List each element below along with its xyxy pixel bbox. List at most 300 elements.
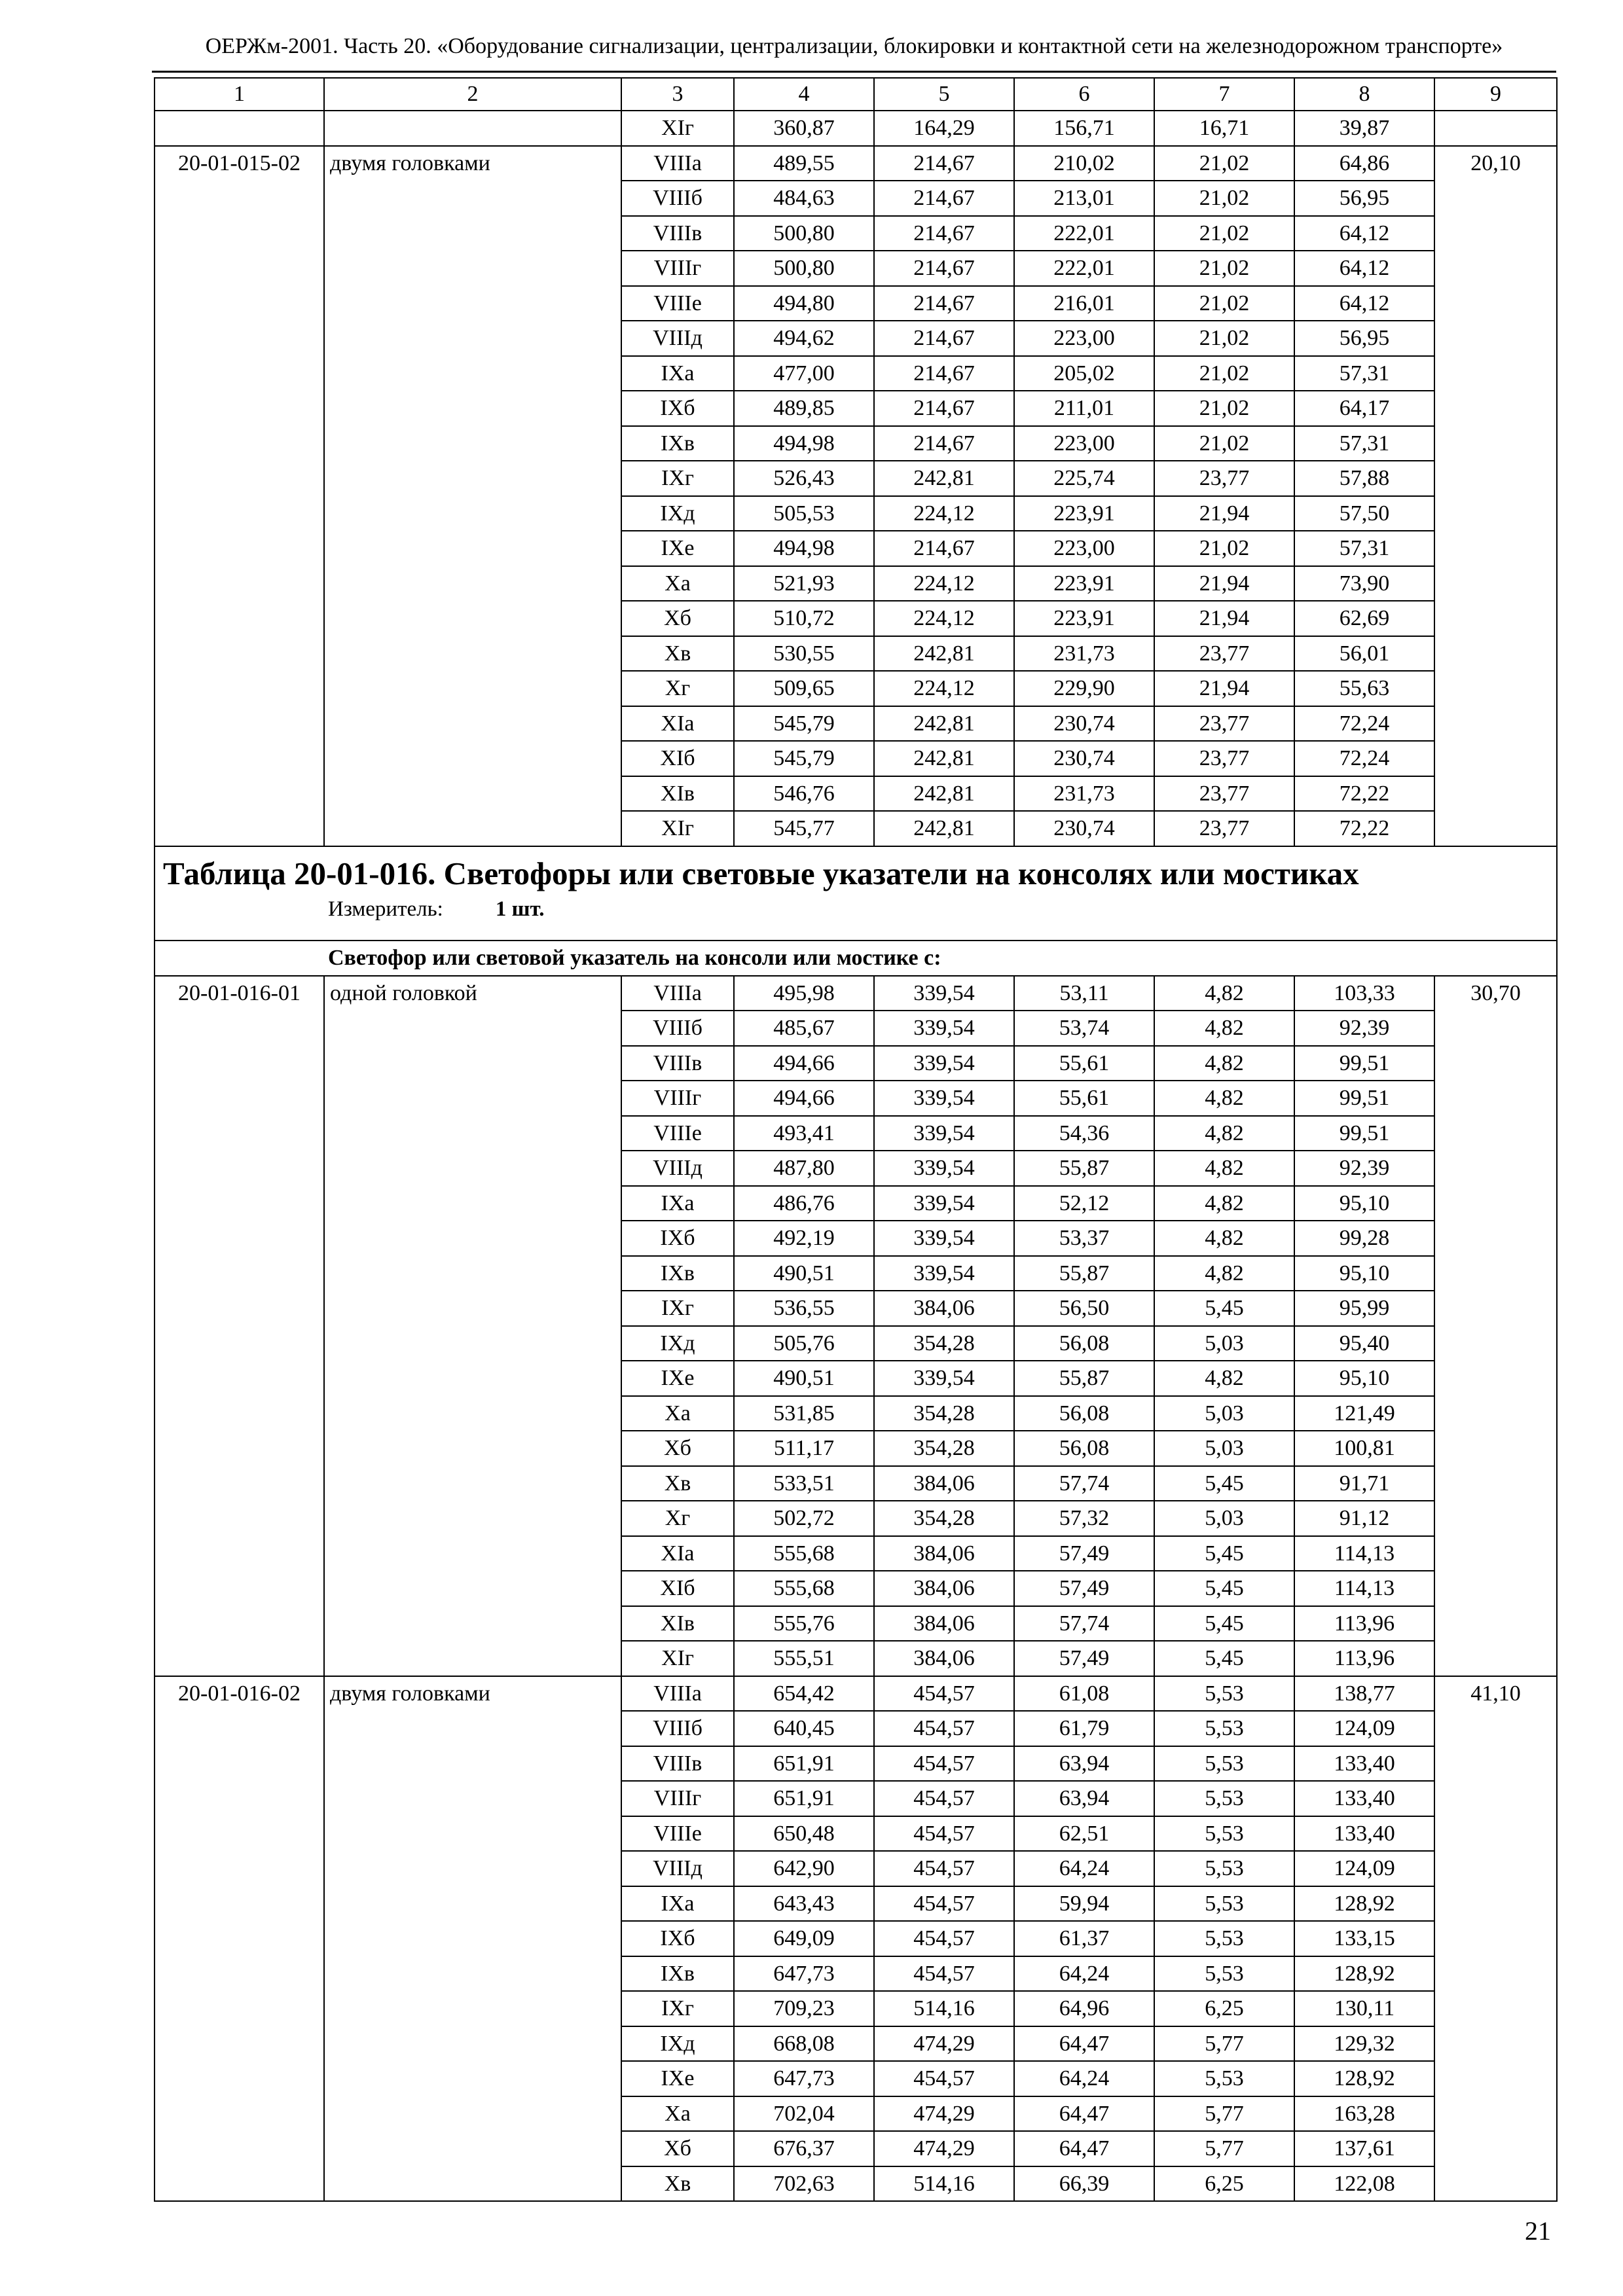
labor-cost [1434,111,1557,146]
materials-cost: 99,51 [1294,1046,1434,1081]
materials-cost: 133,40 [1294,1746,1434,1782]
wages: 214,67 [874,426,1014,461]
machines-cost: 64,47 [1014,2096,1154,2132]
total-cost: 555,51 [734,1641,874,1676]
machinists-wages: 23,77 [1154,776,1294,812]
resource-class: IXа [621,356,734,391]
wages: 384,06 [874,1571,1014,1606]
code-cell [155,111,324,146]
wages: 354,28 [874,1431,1014,1466]
total-cost: 487,80 [734,1151,874,1186]
materials-cost: 103,33 [1294,976,1434,1011]
rate-name: двумя головками [324,146,621,846]
machines-cost: 56,08 [1014,1396,1154,1431]
wages: 474,29 [874,2096,1014,2132]
machines-cost: 231,73 [1014,776,1154,812]
machines-cost: 230,74 [1014,811,1154,846]
resource-class: Xг [621,671,734,706]
column-number-3: 3 [621,78,734,111]
materials-cost: 95,40 [1294,1326,1434,1361]
machines-cost: 55,61 [1014,1081,1154,1116]
materials-cost: 163,28 [1294,2096,1434,2132]
machinists-wages: 23,77 [1154,636,1294,672]
machinists-wages: 5,45 [1154,1466,1294,1501]
materials-cost: 64,17 [1294,391,1434,426]
wages: 454,57 [874,1816,1014,1852]
machinists-wages: 5,53 [1154,1816,1294,1852]
materials-cost: 57,31 [1294,426,1434,461]
wages: 384,06 [874,1291,1014,1326]
materials-cost: 95,99 [1294,1291,1434,1326]
machinists-wages: 5,03 [1154,1326,1294,1361]
wages: 384,06 [874,1641,1014,1676]
column-number-1: 1 [155,78,324,111]
total-cost: 651,91 [734,1746,874,1782]
machinists-wages: 21,02 [1154,251,1294,286]
total-cost: 490,51 [734,1256,874,1291]
total-cost: 489,55 [734,146,874,181]
column-number-2: 2 [324,78,621,111]
wages: 242,81 [874,776,1014,812]
resource-class: Xв [621,1466,734,1501]
wages: 242,81 [874,461,1014,496]
resource-class: XIг [621,1641,734,1676]
page-number: 21 [1525,2216,1551,2246]
machines-cost: 61,37 [1014,1921,1154,1956]
resource-class: Xг [621,1501,734,1536]
machinists-wages: 5,45 [1154,1291,1294,1326]
machinists-wages: 4,82 [1154,976,1294,1011]
table-body [155,78,1557,2201]
machinists-wages: 23,77 [1154,706,1294,742]
machines-cost: 57,74 [1014,1606,1154,1641]
machines-cost: 64,96 [1014,1991,1154,2026]
materials-cost: 57,31 [1294,356,1434,391]
wages: 242,81 [874,811,1014,846]
resource-class: IXб [621,1921,734,1956]
machines-cost: 55,87 [1014,1361,1154,1396]
materials-cost: 57,50 [1294,496,1434,531]
total-cost: 494,62 [734,321,874,356]
machines-cost: 229,90 [1014,671,1154,706]
wages: 384,06 [874,1536,1014,1571]
materials-cost: 129,32 [1294,2026,1434,2062]
wages: 354,28 [874,1396,1014,1431]
materials-cost: 57,31 [1294,531,1434,566]
materials-cost: 39,87 [1294,111,1434,146]
rate-code: 20-01-016-02 [155,1676,324,2202]
machinists-wages: 5,03 [1154,1396,1294,1431]
resource-class: VIIIа [621,976,734,1011]
machinists-wages: 4,82 [1154,1186,1294,1221]
machinists-wages: 5,45 [1154,1606,1294,1641]
total-cost: 531,85 [734,1396,874,1431]
table-caption [155,846,1557,941]
total-cost: 555,68 [734,1536,874,1571]
subheading: Светофор или световой указатель на консоли или мостике с: [155,941,1557,976]
wages: 384,06 [874,1606,1014,1641]
resource-class: VIIIе [621,1816,734,1852]
table-row [155,111,1557,146]
wages: 454,57 [874,1711,1014,1746]
machines-cost: 63,94 [1014,1746,1154,1782]
resource-class: VIIIб [621,1011,734,1046]
total-cost: 668,08 [734,2026,874,2062]
resource-class: Xб [621,2131,734,2166]
wages: 339,54 [874,1116,1014,1151]
materials-cost: 128,92 [1294,2061,1434,2096]
materials-cost: 57,88 [1294,461,1434,496]
machinists-wages: 5,53 [1154,1921,1294,1956]
materials-cost: 91,12 [1294,1501,1434,1536]
wages: 224,12 [874,601,1014,636]
machines-cost: 223,00 [1014,321,1154,356]
total-cost: 492,19 [734,1221,874,1256]
total-cost: 533,51 [734,1466,874,1501]
materials-cost: 124,09 [1294,1711,1434,1746]
materials-cost: 64,12 [1294,251,1434,286]
resource-class: IXб [621,1221,734,1256]
machines-cost: 156,71 [1014,111,1154,146]
machines-cost: 53,11 [1014,976,1154,1011]
wages: 339,54 [874,1361,1014,1396]
resource-class: IXа [621,1186,734,1221]
measure-line [328,897,1556,922]
wages: 214,67 [874,251,1014,286]
wages: 242,81 [874,706,1014,742]
machinists-wages: 21,02 [1154,321,1294,356]
machines-cost: 230,74 [1014,706,1154,742]
machinists-wages: 5,53 [1154,1956,1294,1992]
resource-class: XIг [621,811,734,846]
machinists-wages: 4,82 [1154,1256,1294,1291]
total-cost: 555,76 [734,1606,874,1641]
machinists-wages: 5,77 [1154,2131,1294,2166]
materials-cost: 92,39 [1294,1151,1434,1186]
wages: 339,54 [874,1221,1014,1256]
subheading-row [155,941,1557,976]
wages: 339,54 [874,1046,1014,1081]
materials-cost: 64,86 [1294,146,1434,181]
wages: 339,54 [874,1186,1014,1221]
materials-cost: 138,77 [1294,1676,1434,1712]
resource-class: IXд [621,2026,734,2062]
resource-class: Xа [621,566,734,601]
wages: 214,67 [874,356,1014,391]
machines-cost: 213,01 [1014,181,1154,216]
resource-class: IXг [621,1291,734,1326]
total-cost: 536,55 [734,1291,874,1326]
rate-code: 20-01-015-02 [155,146,324,846]
total-cost: 477,00 [734,356,874,391]
materials-cost: 72,22 [1294,811,1434,846]
machinists-wages: 4,82 [1154,1081,1294,1116]
materials-cost: 56,95 [1294,181,1434,216]
machines-cost: 222,01 [1014,251,1154,286]
machinists-wages: 23,77 [1154,741,1294,776]
wages: 514,16 [874,2166,1014,2202]
column-number-7: 7 [1154,78,1294,111]
rates-table-wrapper [154,77,1556,2202]
materials-cost: 73,90 [1294,566,1434,601]
machines-cost: 66,39 [1014,2166,1154,2202]
wages: 339,54 [874,1011,1014,1046]
total-cost: 709,23 [734,1991,874,2026]
labor-cost: 41,10 [1434,1676,1557,2202]
wages: 214,67 [874,286,1014,321]
total-cost: 643,43 [734,1886,874,1922]
wages: 454,57 [874,1746,1014,1782]
wages: 384,06 [874,1466,1014,1501]
materials-cost: 114,13 [1294,1571,1434,1606]
materials-cost: 137,61 [1294,2131,1434,2166]
column-number-9: 9 [1434,78,1557,111]
rate-name: двумя головками [324,1676,621,2202]
resource-class: IXв [621,426,734,461]
table-row [155,976,1557,1011]
wages: 354,28 [874,1501,1014,1536]
machinists-wages: 5,53 [1154,2061,1294,2096]
total-cost: 500,80 [734,251,874,286]
resource-class: VIIIг [621,251,734,286]
total-cost: 489,85 [734,391,874,426]
total-cost: 650,48 [734,1816,874,1852]
machines-cost: 54,36 [1014,1116,1154,1151]
total-cost: 485,67 [734,1011,874,1046]
materials-cost: 99,51 [1294,1081,1434,1116]
total-cost: 502,72 [734,1501,874,1536]
total-cost: 505,53 [734,496,874,531]
materials-cost: 124,09 [1294,1851,1434,1886]
materials-cost: 121,49 [1294,1396,1434,1431]
machinists-wages: 21,02 [1154,181,1294,216]
machines-cost: 56,08 [1014,1431,1154,1466]
materials-cost: 130,11 [1294,1991,1434,2026]
materials-cost: 72,24 [1294,741,1434,776]
machinists-wages: 21,02 [1154,286,1294,321]
machines-cost: 56,50 [1014,1291,1154,1326]
machines-cost: 62,51 [1014,1816,1154,1852]
materials-cost: 99,28 [1294,1221,1434,1256]
machinists-wages: 21,02 [1154,531,1294,566]
total-cost: 649,09 [734,1921,874,1956]
machinists-wages: 23,77 [1154,811,1294,846]
wages: 454,57 [874,1921,1014,1956]
machinists-wages: 4,82 [1154,1046,1294,1081]
total-cost: 651,91 [734,1781,874,1816]
total-cost: 546,76 [734,776,874,812]
wages: 339,54 [874,1151,1014,1186]
machinists-wages: 21,02 [1154,216,1294,251]
total-cost: 642,90 [734,1851,874,1886]
machinists-wages: 5,53 [1154,1851,1294,1886]
machinists-wages: 16,71 [1154,111,1294,146]
machines-cost: 55,87 [1014,1256,1154,1291]
resource-class: IXв [621,1256,734,1291]
machines-cost: 231,73 [1014,636,1154,672]
column-number-6: 6 [1014,78,1154,111]
machinists-wages: 5,45 [1154,1641,1294,1676]
machines-cost: 53,74 [1014,1011,1154,1046]
wages: 454,57 [874,1956,1014,1992]
machinists-wages: 4,82 [1154,1116,1294,1151]
materials-cost: 62,69 [1294,601,1434,636]
materials-cost: 99,51 [1294,1116,1434,1151]
machinists-wages: 6,25 [1154,2166,1294,2202]
machines-cost: 59,94 [1014,1886,1154,1922]
wages: 224,12 [874,671,1014,706]
machinists-wages: 4,82 [1154,1361,1294,1396]
wages: 514,16 [874,1991,1014,2026]
wages: 242,81 [874,741,1014,776]
machines-cost: 210,02 [1014,146,1154,181]
machines-cost: 64,47 [1014,2026,1154,2062]
machines-cost: 57,49 [1014,1536,1154,1571]
total-cost: 510,72 [734,601,874,636]
resource-class: IXб [621,391,734,426]
machinists-wages: 21,94 [1154,496,1294,531]
resource-class: VIIIб [621,1711,734,1746]
resource-class: XIг [621,111,734,146]
wages: 214,67 [874,321,1014,356]
machines-cost: 63,94 [1014,1781,1154,1816]
total-cost: 702,04 [734,2096,874,2132]
resource-class: XIв [621,1606,734,1641]
machines-cost: 53,37 [1014,1221,1154,1256]
materials-cost: 95,10 [1294,1361,1434,1396]
column-number-row [155,78,1557,111]
resource-class: VIIIа [621,1676,734,1712]
wages: 214,67 [874,181,1014,216]
machines-cost: 223,91 [1014,566,1154,601]
resource-class: Xв [621,2166,734,2202]
resource-class: IXв [621,1956,734,1992]
total-cost: 545,77 [734,811,874,846]
machines-cost: 64,47 [1014,2131,1154,2166]
machinists-wages: 23,77 [1154,461,1294,496]
resource-class: VIIIг [621,1081,734,1116]
resource-class: VIIIб [621,181,734,216]
resource-class: VIIIд [621,1151,734,1186]
total-cost: 490,51 [734,1361,874,1396]
materials-cost: 92,39 [1294,1011,1434,1046]
table-row [155,146,1557,181]
total-cost: 495,98 [734,976,874,1011]
machinists-wages: 21,02 [1154,391,1294,426]
materials-cost: 72,24 [1294,706,1434,742]
resource-class: IXд [621,1326,734,1361]
wages: 339,54 [874,1081,1014,1116]
materials-cost: 64,12 [1294,216,1434,251]
wages: 339,54 [874,1256,1014,1291]
table-row [155,1676,1557,1712]
wages: 224,12 [874,566,1014,601]
machinists-wages: 5,53 [1154,1711,1294,1746]
resource-class: VIIIе [621,1116,734,1151]
resource-class: Xв [621,636,734,672]
resource-class: XIа [621,1536,734,1571]
total-cost: 526,43 [734,461,874,496]
total-cost: 494,98 [734,531,874,566]
materials-cost: 122,08 [1294,2166,1434,2202]
materials-cost: 95,10 [1294,1256,1434,1291]
resource-class: Xа [621,2096,734,2132]
resource-class: Xа [621,1396,734,1431]
machines-cost: 61,08 [1014,1676,1154,1712]
materials-cost: 114,13 [1294,1536,1434,1571]
machines-cost: 55,87 [1014,1151,1154,1186]
machinists-wages: 4,82 [1154,1221,1294,1256]
materials-cost: 72,22 [1294,776,1434,812]
total-cost: 494,66 [734,1081,874,1116]
total-cost: 484,63 [734,181,874,216]
wages: 454,57 [874,1781,1014,1816]
materials-cost: 91,71 [1294,1466,1434,1501]
machines-cost: 223,00 [1014,531,1154,566]
total-cost: 676,37 [734,2131,874,2166]
total-cost: 500,80 [734,216,874,251]
name-cell [324,111,621,146]
materials-cost: 100,81 [1294,1431,1434,1466]
resource-class: Xб [621,1431,734,1466]
wages: 339,54 [874,976,1014,1011]
total-cost: 493,41 [734,1116,874,1151]
resource-class: IXг [621,461,734,496]
materials-cost: 133,15 [1294,1921,1434,1956]
wages: 454,57 [874,1676,1014,1712]
machinists-wages: 6,25 [1154,1991,1294,2026]
resource-class: Xб [621,601,734,636]
machines-cost: 56,08 [1014,1326,1154,1361]
labor-cost: 30,70 [1434,976,1557,1676]
resource-class: IXе [621,2061,734,2096]
machinists-wages: 5,03 [1154,1501,1294,1536]
resource-class: VIIIд [621,321,734,356]
wages: 214,67 [874,146,1014,181]
measure-unit: 1 шт. [495,897,545,921]
materials-cost: 133,40 [1294,1781,1434,1816]
resource-class: XIб [621,1571,734,1606]
total-cost: 555,68 [734,1571,874,1606]
total-cost: 545,79 [734,741,874,776]
resource-class: VIIIв [621,1746,734,1782]
materials-cost: 95,10 [1294,1186,1434,1221]
wages: 242,81 [874,636,1014,672]
machinists-wages: 5,45 [1154,1571,1294,1606]
resource-class: XIб [621,741,734,776]
total-cost: 647,73 [734,2061,874,2096]
machinists-wages: 21,94 [1154,671,1294,706]
total-cost: 511,17 [734,1431,874,1466]
machines-cost: 223,00 [1014,426,1154,461]
total-cost: 509,65 [734,671,874,706]
wages: 214,67 [874,391,1014,426]
machinists-wages: 5,53 [1154,1886,1294,1922]
materials-cost: 56,01 [1294,636,1434,672]
materials-cost: 128,92 [1294,1886,1434,1922]
resource-class: IXд [621,496,734,531]
machinists-wages: 4,82 [1154,1011,1294,1046]
machines-cost: 223,91 [1014,496,1154,531]
wages: 474,29 [874,2131,1014,2166]
resource-class: VIIIд [621,1851,734,1886]
machines-cost: 205,02 [1014,356,1154,391]
machinists-wages: 5,77 [1154,2096,1294,2132]
rate-code: 20-01-016-01 [155,976,324,1676]
machinists-wages: 21,94 [1154,601,1294,636]
rate-name: одной головкой [324,976,621,1676]
machines-cost: 211,01 [1014,391,1154,426]
